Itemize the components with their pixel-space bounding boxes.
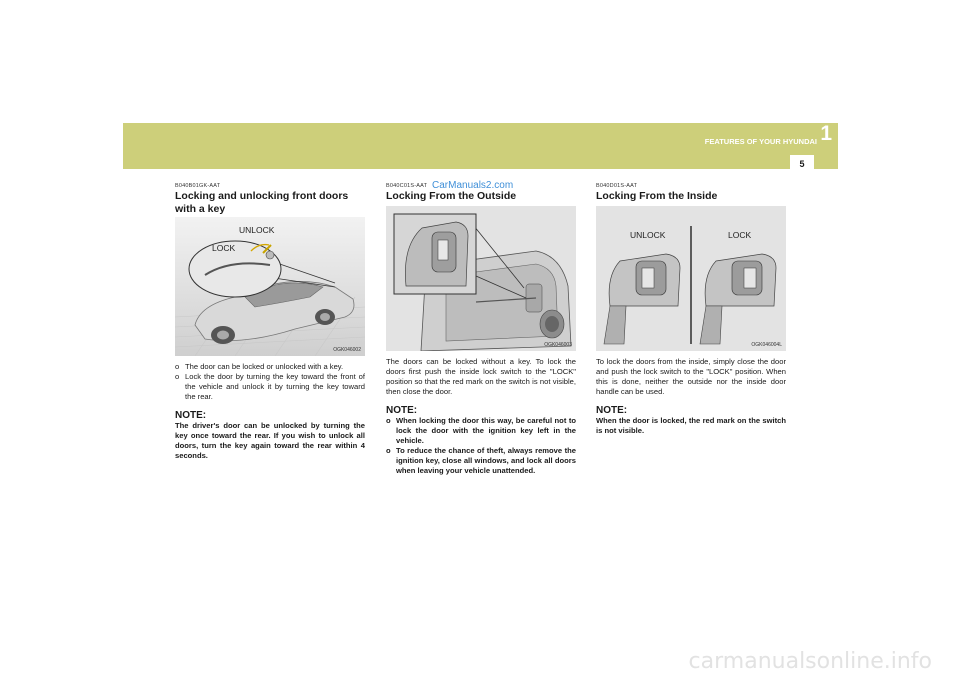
page-number: 5	[799, 159, 805, 169]
watermark-link[interactable]: CarManuals2.com	[432, 180, 514, 191]
car-key-figure	[175, 217, 365, 356]
body-paragraph: To lock the doors from the inside, simply close the door and push the lock switch to the "LOCK" position. When this is done, neither the outside nor the inside door handle can be used.	[596, 356, 786, 396]
list-item: o Lock the door by turning the key toward the front of the vehicle and unlock it by turning the key toward the rear.	[175, 372, 365, 401]
note-heading: NOTE:	[386, 404, 418, 416]
section-heading: Locking and unlocking front doors with a key	[175, 190, 349, 215]
list-item: o To reduce the chance of theft, always remove the ignition key, close all windows, and lock all doors when leaving your vehicle unattended.	[386, 445, 576, 475]
unlock-label: UNLOCK	[630, 229, 666, 240]
door-illustration	[386, 206, 576, 351]
column-inside-locking	[596, 183, 786, 436]
section-code: B040D01S-AAT	[596, 183, 638, 189]
lock-label: LOCK	[728, 229, 752, 240]
car-illustration	[175, 217, 365, 356]
door-figure	[386, 206, 576, 351]
section-heading: Locking From the Outside	[386, 190, 517, 202]
figure-code: OGK046004L	[751, 341, 782, 348]
note-heading: NOTE:	[596, 404, 628, 416]
note-body: When the door is locked, the red mark on the switch is not visible.	[596, 415, 786, 435]
note-heading: NOTE:	[175, 410, 207, 421]
section-code: B040C01S-AAT	[386, 183, 428, 189]
column-outside-locking	[386, 183, 576, 476]
header-band	[123, 123, 838, 169]
section-title: FEATURES OF YOUR HYUNDAI	[704, 137, 817, 146]
note-body: The driver's door can be unlocked by turning the key once toward the rear. If you wish to unlock all doors, turn the key again toward the rear within 4 seconds.	[175, 421, 365, 460]
column-key-locking	[175, 183, 365, 461]
body-paragraph: The doors can be locked without a key. To lock the doors first push the inside lock switch to the "LOCK" position so that the red mark on the switch is not visible, then close the door.	[386, 356, 576, 396]
section-heading: Locking From the Inside	[596, 190, 718, 202]
note-bullet-list	[386, 416, 576, 476]
unlock-label: UNLOCK	[239, 225, 275, 235]
section-code: B040B01GK-AAT	[175, 183, 221, 189]
lock-label: LOCK	[212, 243, 236, 253]
chapter-number: 1	[820, 122, 832, 145]
list-item: o When locking the door this way, be careful not to lock the door with the ignition key left in the vehicle.	[386, 415, 576, 445]
figure-code: OGK046003	[544, 341, 572, 348]
list-item: o The door can be locked or unlocked with a key.	[175, 362, 344, 371]
bullet-list	[175, 362, 365, 402]
footer-watermark: carmanualsonline.info	[688, 649, 932, 674]
lock-switch-illustration	[596, 206, 786, 351]
figure-code: OGK046002	[333, 347, 361, 353]
lock-switch-figure	[596, 206, 786, 351]
